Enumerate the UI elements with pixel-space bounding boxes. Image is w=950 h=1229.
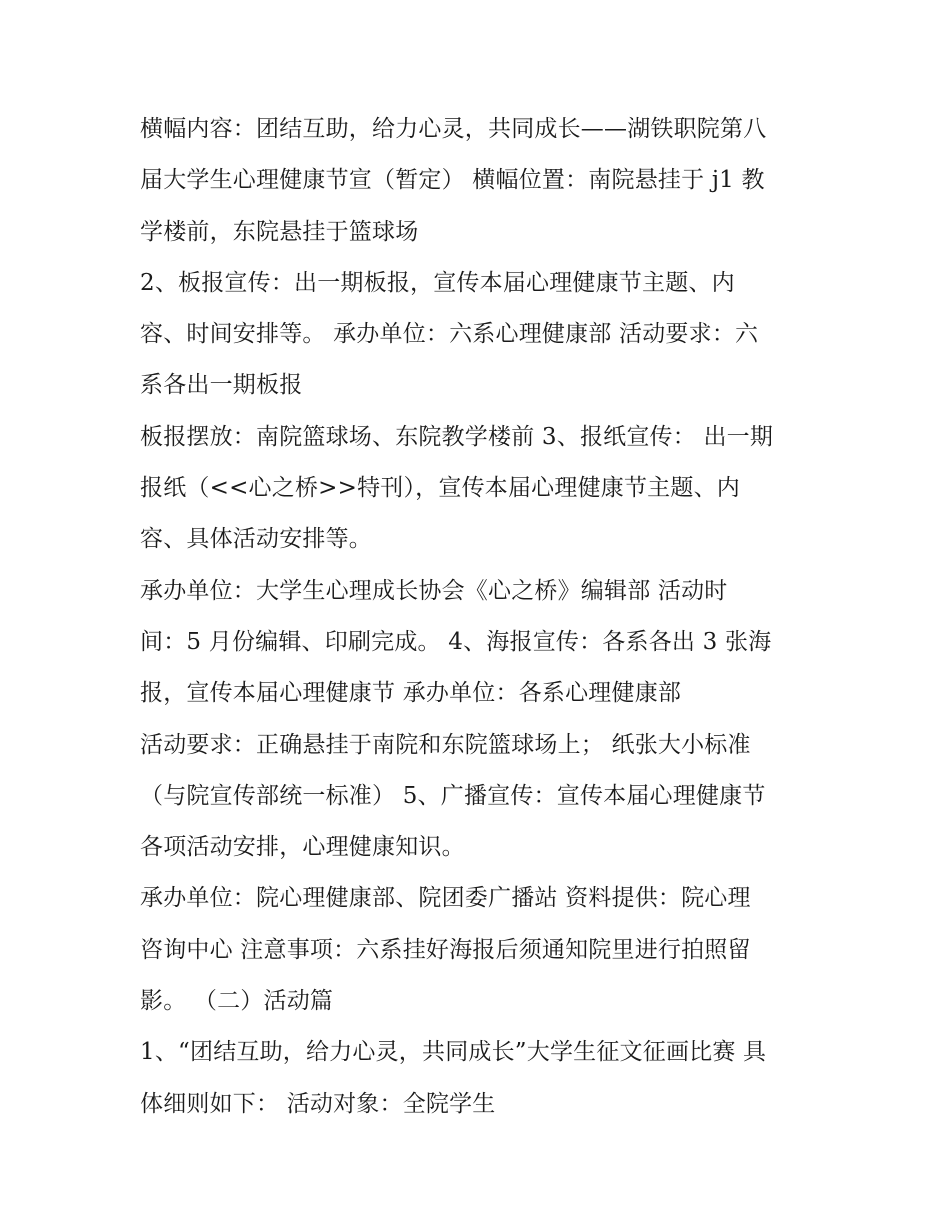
text-line: 体细则如下： 活动对象：全院学生 [140, 1090, 496, 1117]
text-line: 板报摆放：南院篮球场、东院教学楼前 3、报纸宣传： 出一期 [140, 423, 774, 450]
text-line: 2、板报宣传：出一期板报，宣传本届心理健康节主题、内 [140, 269, 735, 296]
text-line: 各项活动安排，心理健康知识。 [140, 834, 465, 861]
text-line: 承办单位：大学生心理成长协会《心之桥》编辑部 活动时 [140, 577, 728, 604]
text-line: 系各出一期板报 [140, 372, 303, 399]
text-line: 容、具体活动安排等。 [140, 526, 372, 553]
text-line: 届大学生心理健康节宣（暂定） 横幅位置：南院悬挂于 j1 教 [140, 167, 765, 194]
document-body [140, 104, 830, 1130]
text-line: 影。 （二）活动篇 [140, 988, 334, 1015]
text-line: 活动要求：正确悬挂于南院和东院篮球场上； 纸张大小标准 [140, 731, 751, 758]
text-line: 承办单位：院心理健康部、院团委广播站 资料提供：院心理 [140, 885, 751, 912]
text-line: 报，宣传本届心理健康节 承办单位：各系心理健康部 [140, 680, 682, 707]
text-line: 间：5 月份编辑、印刷完成。 4、海报宣传：各系各出 3 张海 [140, 628, 772, 655]
text-line: 容、时间安排等。 承办单位：六系心理健康部 活动要求：六 [140, 321, 759, 348]
text-line: 咨询中心 注意事项：六系挂好海报后须通知院里进行拍照留 [140, 936, 751, 963]
text-line: （与院宣传部统一标准） 5、广播宣传：宣传本届心理健康节 [140, 782, 766, 809]
text-line: 1、“团结互助，给力心灵，共同成长”大学生征文征画比赛 具 [140, 1039, 767, 1066]
text-line: 学楼前，东院悬挂于篮球场 [140, 218, 419, 245]
text-line: 横幅内容：团结互助，给力心灵，共同成长——湖铁职院第八 [140, 116, 767, 142]
text-line: 报纸（<<心之桥>>特刊），宣传本届心理健康节主题、内 [140, 475, 740, 502]
